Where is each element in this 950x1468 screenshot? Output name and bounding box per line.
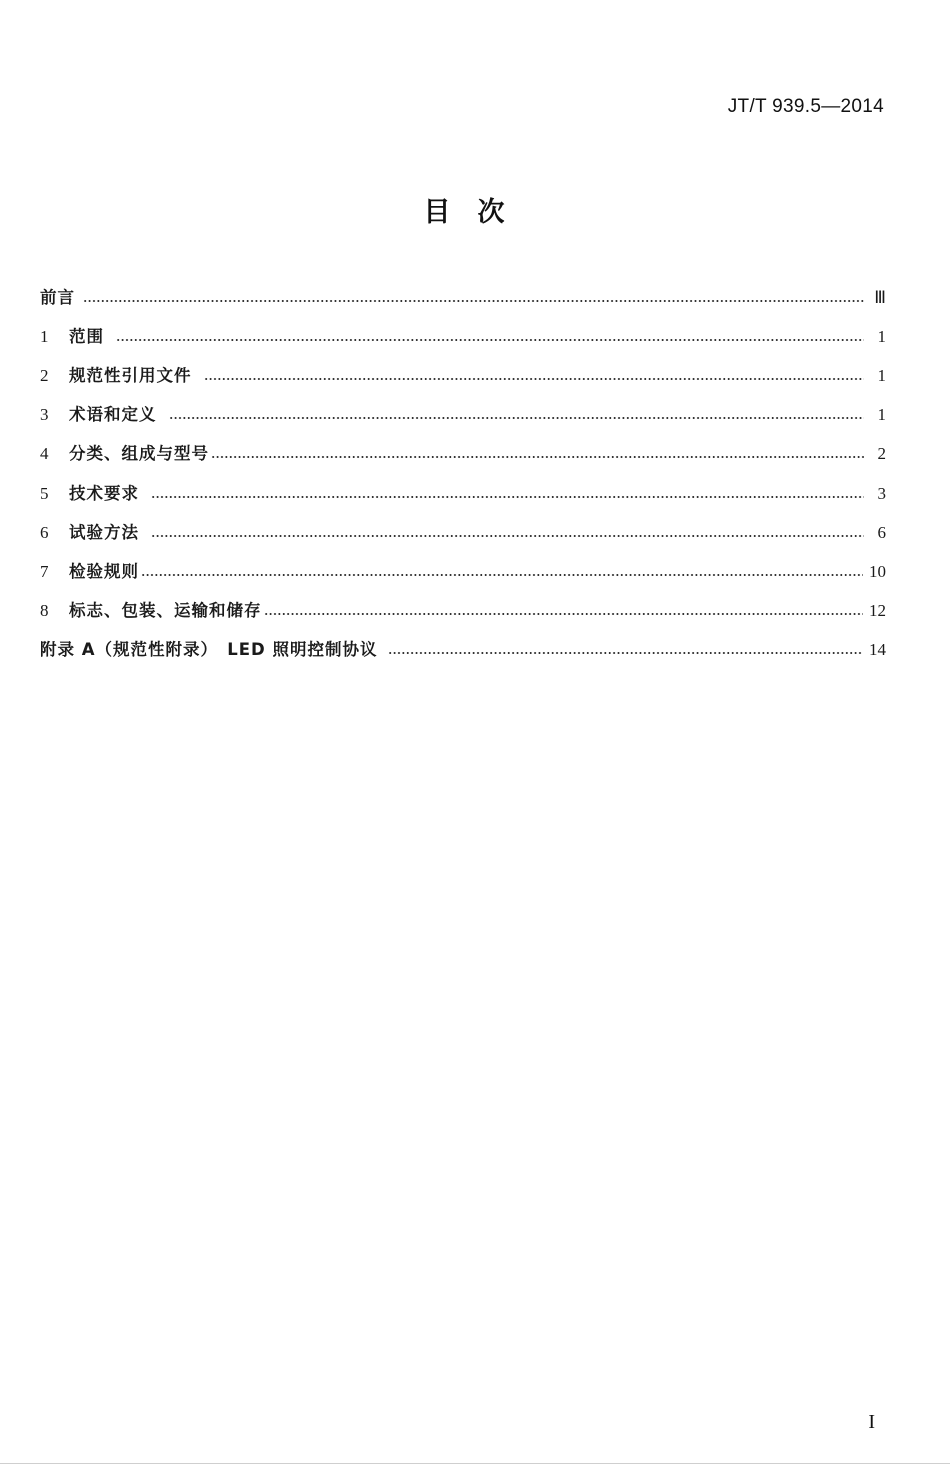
toc-leader-dots bbox=[169, 417, 865, 419]
toc-entry-number: 6 bbox=[40, 522, 49, 542]
toc-leader-dots bbox=[211, 456, 864, 458]
toc-entry-page: Ⅲ bbox=[874, 287, 886, 307]
page-number: I bbox=[868, 1411, 875, 1433]
toc-entry-classification[interactable] bbox=[40, 435, 886, 474]
toc-entry-title: 术语和定义 bbox=[69, 405, 157, 425]
toc-entry-foreword[interactable] bbox=[40, 278, 886, 317]
toc-leader-dots bbox=[264, 613, 864, 615]
toc-entry-page: 14 bbox=[869, 640, 886, 660]
toc-entry-title: 技术要求 bbox=[69, 483, 139, 503]
standard-code: JT/T 939.5—2014 bbox=[727, 96, 884, 117]
toc-entry-title: 标志、包装、运输和储存 bbox=[69, 601, 262, 621]
toc-entry-number: 1 bbox=[40, 326, 49, 346]
toc-entry-marking-packaging[interactable] bbox=[40, 592, 886, 631]
toc-entry-page: 6 bbox=[877, 522, 886, 542]
toc-leader-dots bbox=[141, 574, 863, 576]
toc-leader-dots bbox=[204, 378, 865, 380]
toc-leader-dots bbox=[116, 339, 864, 341]
toc-entry-page: 3 bbox=[877, 483, 886, 503]
toc-entry-number: 3 bbox=[40, 405, 49, 425]
toc-entry-scope[interactable] bbox=[40, 317, 886, 356]
toc-entry-number: 4 bbox=[40, 444, 49, 464]
toc-entry-inspection-rules[interactable] bbox=[40, 552, 886, 591]
toc-leader-dots bbox=[151, 535, 864, 537]
toc-entry-normative-references[interactable] bbox=[40, 356, 886, 395]
toc-entry-page: 1 bbox=[877, 326, 886, 346]
table-of-contents bbox=[40, 278, 886, 670]
toc-entry-number: 7 bbox=[40, 561, 49, 581]
toc-entry-page: 1 bbox=[877, 405, 886, 425]
toc-entry-page: 2 bbox=[877, 444, 886, 464]
toc-entry-page: 12 bbox=[869, 601, 886, 621]
toc-entry-title: 分类、组成与型号 bbox=[69, 444, 209, 464]
toc-entry-title: 范围 bbox=[69, 326, 104, 346]
toc-entry-number: 8 bbox=[40, 601, 49, 621]
toc-entry-annex-a[interactable] bbox=[40, 631, 886, 670]
toc-entry-title: 前言 bbox=[40, 287, 75, 307]
toc-entry-terms-definitions[interactable] bbox=[40, 396, 886, 435]
toc-entry-technical-requirements[interactable] bbox=[40, 474, 886, 513]
toc-entry-title: 试验方法 bbox=[69, 522, 139, 542]
toc-leader-dots bbox=[83, 300, 864, 302]
toc-leader-dots bbox=[388, 652, 864, 654]
toc-leader-dots bbox=[151, 496, 864, 498]
page-title: 目 次 bbox=[423, 197, 505, 228]
toc-entry-page: 10 bbox=[869, 561, 886, 581]
toc-entry-number: 5 bbox=[40, 483, 49, 503]
toc-entry-title: 检验规则 bbox=[69, 561, 139, 581]
toc-entry-page: 1 bbox=[877, 365, 886, 385]
page-edge-divider bbox=[0, 1463, 950, 1464]
toc-entry-title: 规范性引用文件 bbox=[69, 365, 192, 385]
toc-entry-number: 2 bbox=[40, 365, 49, 385]
toc-entry-test-methods[interactable] bbox=[40, 513, 886, 552]
toc-entry-title: 附录 A（规范性附录） LED 照明控制协议 bbox=[40, 640, 378, 660]
